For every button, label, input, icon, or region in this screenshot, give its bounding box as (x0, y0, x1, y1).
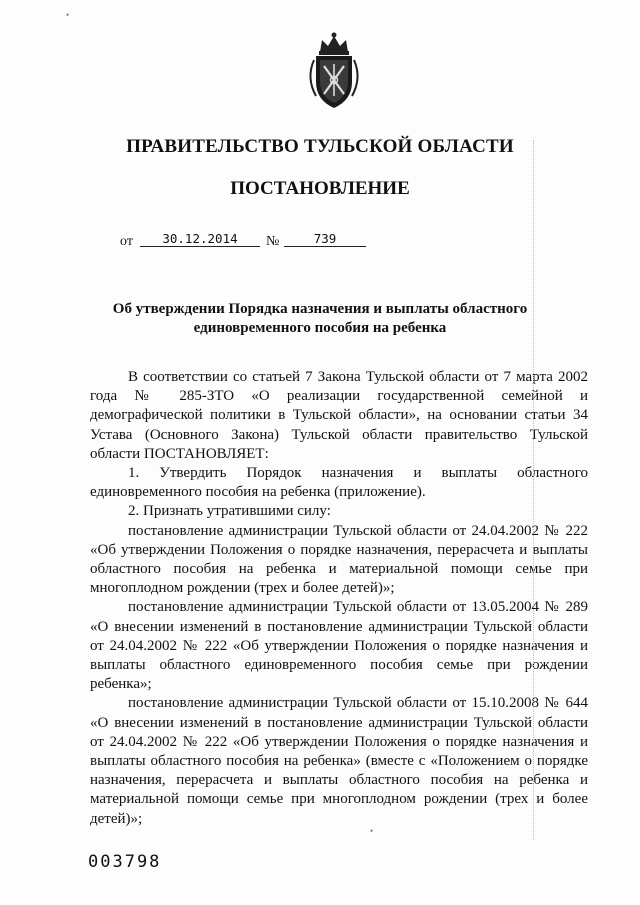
document-type: ПОСТАНОВЛЕНИЕ (230, 178, 410, 199)
scan-speck: • (66, 10, 70, 20)
paragraph-preamble: В соответствии со статьей 7 Закона Тульской области от 7 марта 2002 года № 285-ЗТО «О реализации государственной семейной и демографической политики в Тульской области», на основании статьи 34 Устава (Основного Закона) Тульской области правительство Тульской области ПОСТАНОВЛЯЕТ: (90, 369, 588, 462)
paragraph-item-2: 2. Признать утратившими силу: (128, 503, 331, 520)
paragraph-item-1: 1. Утвердить Порядок назначения и выплаты областного единовременного пособия на ребенка (приложение). (90, 465, 588, 501)
number-label: № (266, 234, 280, 249)
serial-number: 003798 (88, 852, 162, 872)
paragraph-repeal-1: постановление администрации Тульской области от 24.04.2002 № 222 «Об утверждении Положения о порядке назначения, перерасчета и выплаты областного пособия на ребенка и материальной помощи семье при многоплодном рождении (трех и более детей)»; (90, 522, 588, 597)
organization-name: ПРАВИТЕЛЬСТВО ТУЛЬСКОЙ ОБЛАСТИ (126, 136, 514, 157)
paragraph-repeal-2: постановление администрации Тульской области от 13.05.2004 № 289 «О внесении изменений в постановление администрации Тульской области от 24.04.2002 № 222 «Об утверждении Положения о порядке назначения и выплаты областного единовременного пособия семье при рождении ребенка»; (90, 599, 588, 693)
document-body (90, 368, 588, 829)
scan-fold-line (533, 140, 534, 840)
title-line-1: Об утверждении Порядка назначения и выплаты областного (112, 301, 528, 317)
title-line-2: единовременного пособия на ребенка (193, 320, 447, 336)
scan-speck: • (370, 826, 374, 836)
paragraph-repeal-3: постановление администрации Тульской области от 15.10.2008 № 644 «О внесении изменений в постановление администрации Тульской области от 24.04.2002 № 222 «Об утверждении Положения о порядке назначения и выплаты областного пособия на ребенка» (вместе с «Положением о порядке назначения, перерасчета и выплаты областного пособия на ребенка и материальной помощи семье при многоплодном рождении (трех и более детей)»; (90, 695, 588, 827)
document-title (60, 300, 580, 338)
coat-of-arms-icon (302, 30, 366, 110)
document-date: 30.12.2014 (140, 231, 260, 247)
date-label: от (120, 234, 133, 249)
document-number: 739 (284, 231, 366, 247)
